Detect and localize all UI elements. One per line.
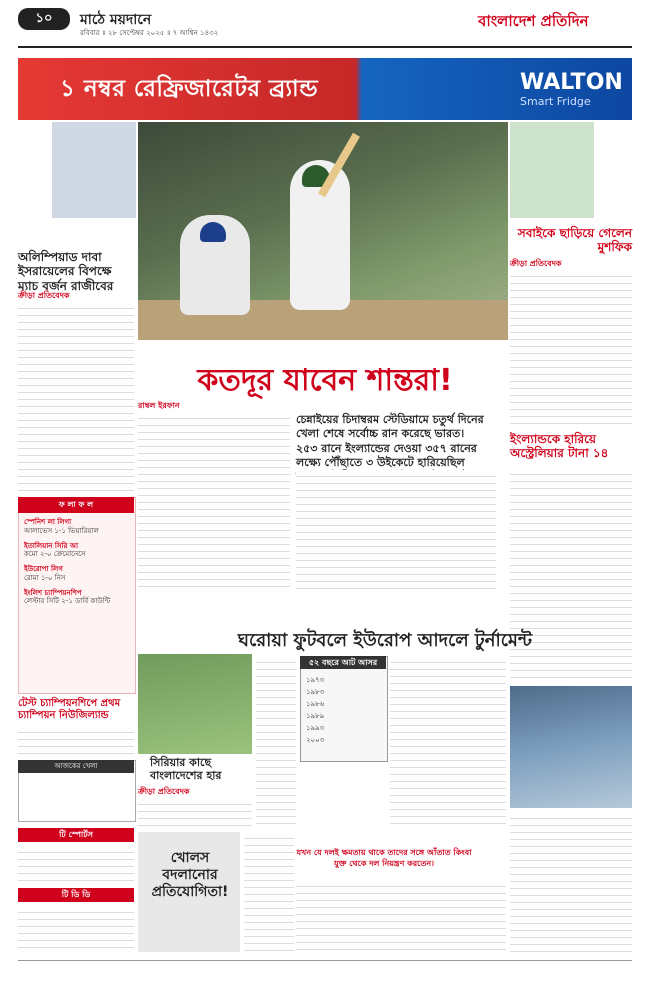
feature-quote: যখন যে দলই ক্ষমতায় থাকে তাদের সঙ্গে আঁতাত কিংবা যুক্ত থেকে দল নিয়ন্ত্রণ করতেন।	[296, 848, 472, 868]
football-body	[256, 656, 296, 828]
tsports-schedule	[18, 846, 134, 884]
footer-rule	[18, 960, 632, 961]
right-bottom-body	[510, 812, 632, 952]
stats-year: ১৯৮৩	[306, 688, 325, 696]
feature-body	[244, 832, 294, 952]
tdd-schedule	[18, 906, 134, 952]
result-text: রোমা ১-০ নিস	[24, 573, 66, 582]
football-body-2	[390, 656, 506, 828]
feature-body-2	[296, 880, 506, 952]
result-head: ইতালিয়ান সিরি আ	[24, 541, 78, 550]
main-lede: চেন্নাইয়ের চিদাম্বরম স্টেডিয়ামে চতুর্থ দিনের খেলা শেষে সর্বোচ্চ রান করেছে ভারত। ২৫৩ রানে ইংল্যান্ডের দেওয়া ৩৫৭ রানের লক্ষ্যে পৌঁছাতে ৩ উইকেটে হারিয়েছিল	[296, 413, 484, 469]
header-rule	[18, 46, 632, 48]
stats-year: ২০০৩	[306, 736, 325, 744]
syria-byline: ক্রীড়া প্রতিবেদক	[138, 787, 190, 796]
right-story-title-2: ইংল্যান্ডকে হারিয়ে অস্ট্রেলিয়ার টানা ১৪	[510, 432, 609, 461]
right-story-byline: ক্রীড়া প্রতিবেদক	[510, 259, 562, 268]
main-byline: রাম্বল ইরফান	[138, 401, 180, 410]
newspaper-logo: বাংলাদেশ প্রতিদিন	[478, 12, 589, 30]
tests-body	[18, 726, 134, 756]
issue-date: রবিবার ॥ ২৮ সেপ্টেম্বর ২০২৫ ॥ ৭ আশ্বিন ১৪৩২	[80, 29, 219, 37]
tsports-label: টি স্পোর্টস	[18, 828, 134, 842]
tdd-label: টি ডি ডি	[18, 888, 134, 902]
stats-year: ১৯৮৬	[306, 700, 325, 708]
stats-year: ১৯৯৩	[306, 724, 325, 732]
result-head: ইংলিশ চ্যাম্পিয়নশিপ	[24, 588, 82, 597]
results-list	[24, 518, 130, 606]
result-text: কমো ২-০ ক্রেমোনেসে	[24, 550, 86, 559]
result-head: স্পেনিশ লা লিগা	[24, 518, 72, 526]
main-story-body-2	[296, 470, 496, 592]
syria-body	[138, 798, 252, 828]
stats-year: ১৯৮৯	[306, 712, 325, 720]
left-story-byline: ক্রীড়া প্রতিবেদক	[18, 291, 70, 300]
section-title: মাঠে ময়দানে	[80, 12, 152, 28]
right-story-photo	[510, 122, 594, 218]
stats-year: ১৯৭৩	[306, 676, 325, 684]
ad-tagline: ১ নম্বর রেফ্রিজারেটর ব্র্যান্ড	[60, 76, 319, 102]
tests-headline: টেস্ট চ্যাম্পিয়নশিপে প্রথম চ্যাম্পিয়ন নিউজিল্যান্ড	[18, 698, 121, 721]
result-text: আলাভেস ১-১ ভিয়ারিয়াল	[24, 526, 99, 535]
right-story-title: সবাইকে ছাড়িয়ে গেলেন মুশফিক	[517, 226, 632, 255]
result-text: লেস্টার সিটি ২-১ ডার্বি কাউন্টি	[24, 597, 111, 606]
left-story-photo	[52, 122, 136, 218]
result-head: ইউরোপা লিগ	[24, 565, 63, 573]
stats-list	[306, 674, 382, 746]
ad-product: Smart Fridge	[520, 95, 591, 108]
syria-headline: সিরিয়ার কাছে বাংলাদেশের হার	[150, 756, 222, 783]
football-headline: ঘরোয়া ফুটবলে ইউরোপ আদলে টুর্নামেন্ট	[237, 630, 533, 651]
feature-title: খোলস বদলানোর প্রতিযোগিতা!	[151, 850, 229, 900]
results-title: ফ লা ফ ল	[18, 497, 134, 513]
page-number: ১০	[18, 8, 70, 30]
left-story-title: অলিম্পিয়াড দাবা ইসরায়েলের বিপক্ষে ম্যাচ বর্জন রাজীবের	[18, 250, 114, 293]
main-story-body	[138, 412, 290, 592]
cricket-photo-2	[510, 686, 632, 808]
main-headline: কতদূর যাবেন শান্তরা!	[197, 363, 453, 398]
todays-games-title: আজকের খেলা	[18, 760, 134, 773]
stats-title: ৫২ বছরে আট আসর	[300, 656, 386, 669]
ad-brand: WALTON	[520, 70, 623, 95]
football-photo	[138, 654, 252, 754]
keeper-helmet	[200, 222, 226, 242]
